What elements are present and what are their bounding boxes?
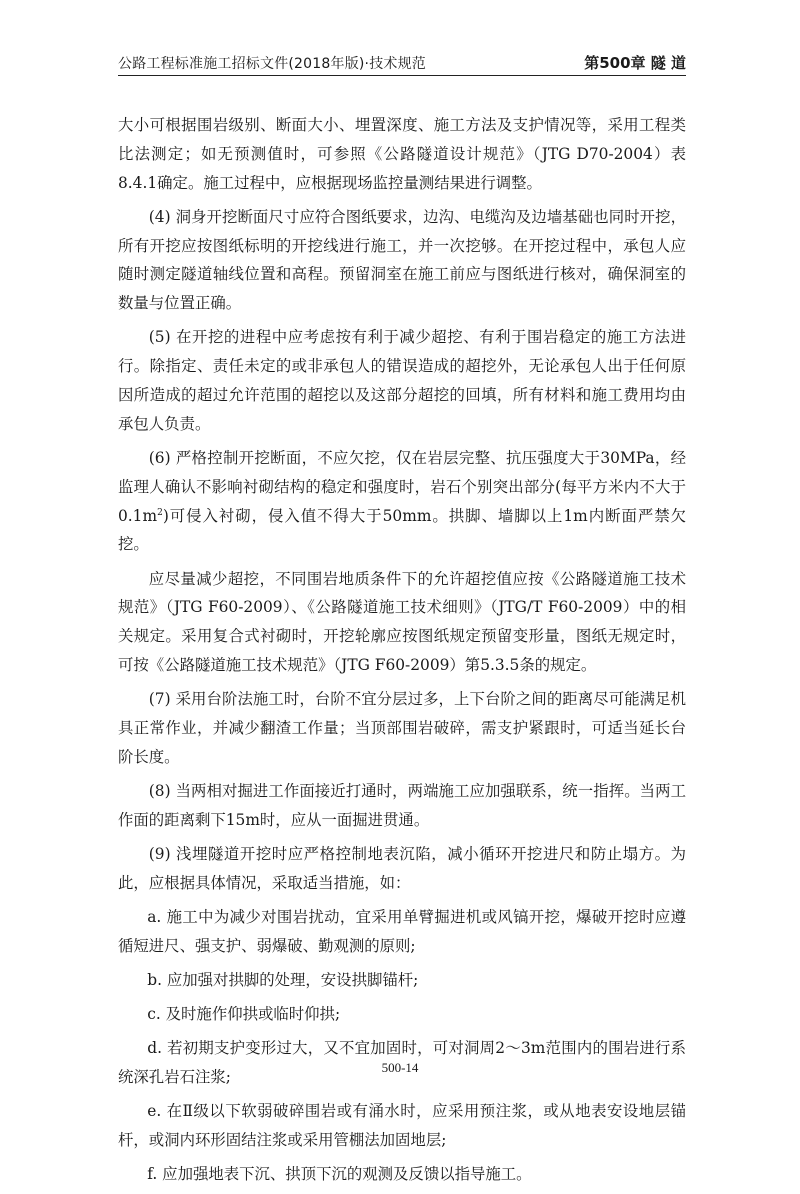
- page-header: [118, 51, 686, 76]
- list-item: f. 应加强地表下沉、拱顶下沉的观测及反馈以指导施工。: [147, 1165, 532, 1184]
- paragraph-text: (6) 严格控制开挖断面，不应欠挖，仅在岩层完整、抗压强度大于30MPa，经监理人确认不影响衬砌结构的稳定和强度时，岩石个别突出部分(每平方米内不大于0.1m: [118, 448, 686, 525]
- list-item: e. 在Ⅱ级以下软弱破碎围岩或有涌水时，应采用预注浆，或从地表安设地层锚杆，或洞内环形固结注浆或采用管棚法加固地层;: [118, 1102, 686, 1149]
- body-text: [118, 111, 686, 1194]
- list-item: b. 应加强对拱脚的处理，安设拱脚锚杆;: [147, 970, 419, 989]
- paragraph-text: )可侵入衬砌，侵入值不得大于50mm。拱脚、墙脚以上1m内断面严禁欠挖。: [118, 506, 686, 554]
- paragraph: 应尽量减少超挖，不同围岩地质条件下的允许超挖值应按《公路隧道施工技术规范》（JTG F60-2009）、《公路隧道施工技术细则》（JTG/T F60-2009）中的相关规定。采用复合式衬砌时，开挖轮廓应按图纸规定预留变形量，图纸无规定时，可按《公路隧道施工技术规范》（JTG F60-2009）第5.3.5条的规定。: [118, 569, 686, 674]
- document-title: 公路工程标准施工招标文件(2018年版)·技术规范: [118, 56, 427, 72]
- page-number: 500-14: [381, 1060, 419, 1075]
- paragraph: (7) 采用台阶法施工时，台阶不宜分层过多，上下台阶之间的距离尽可能满足机具正常作业，并减少翻渣工作量；当顶部围岩破碎，需支护紧跟时，可适当延长台阶长度。: [118, 690, 686, 766]
- paragraph: (8) 当两相对掘进工作面接近打通时，两端施工应加强联系，统一指挥。当两工作面的距离剩下15m时，应从一面掘进贯通。: [118, 781, 686, 829]
- paragraph: 大小可根据围岩级别、断面大小、埋置深度、施工方法及支护情况等，采用工程类比法测定；如无预测值时，可参照《公路隧道设计规范》（JTG D70-2004）表8.4.1确定。施工过程中，应根据现场监控量测结果进行调整。: [118, 116, 686, 192]
- chapter-title: 第500章 隧 道: [584, 54, 686, 72]
- superscript: 2: [157, 507, 163, 518]
- list-item: a. 施工中为减少对围岩扰动，宜采用单臂掘进机或风镐开挖，爆破开挖时应遵循短进尺、强支护、弱爆破、勤观测的原则;: [118, 907, 686, 955]
- paragraph: [118, 444, 686, 559]
- list-item: d. 若初期支护变形过大，又不宜加固时，可对洞周2～3m范围内的围岩进行系统深孔岩石注浆;: [118, 1039, 686, 1086]
- list-item: c. 及时施作仰拱或临时仰拱;: [147, 1005, 341, 1024]
- paragraph: (5) 在开挖的进程中应考虑按有利于减少超挖、有利于围岩稳定的施工方法进行。除指定、责任未定的或非承包人的错误造成的超挖外，无论承包人出于任何原因所造成的超过允许范围的超挖以及这部分超挖的回填，所有材料和施工费用均由承包人负责。: [118, 328, 686, 433]
- paragraph: (4) 洞身开挖断面尺寸应符合图纸要求，边沟、电缆沟及边墙基础也同时开挖，所有开挖应按图纸标明的开挖线进行施工，并一次挖够。在开挖过程中，承包人应随时测定隧道轴线位置和高程。预留洞室在施工前应与图纸进行核对，确保洞室的数量与位置正确。: [118, 207, 686, 313]
- paragraph: (9) 浅埋隧道开挖时应严格控制地表沉陷，减小循环开挖进尺和防止塌方。为此，应根据具体情况，采取适当措施，如：: [118, 844, 686, 892]
